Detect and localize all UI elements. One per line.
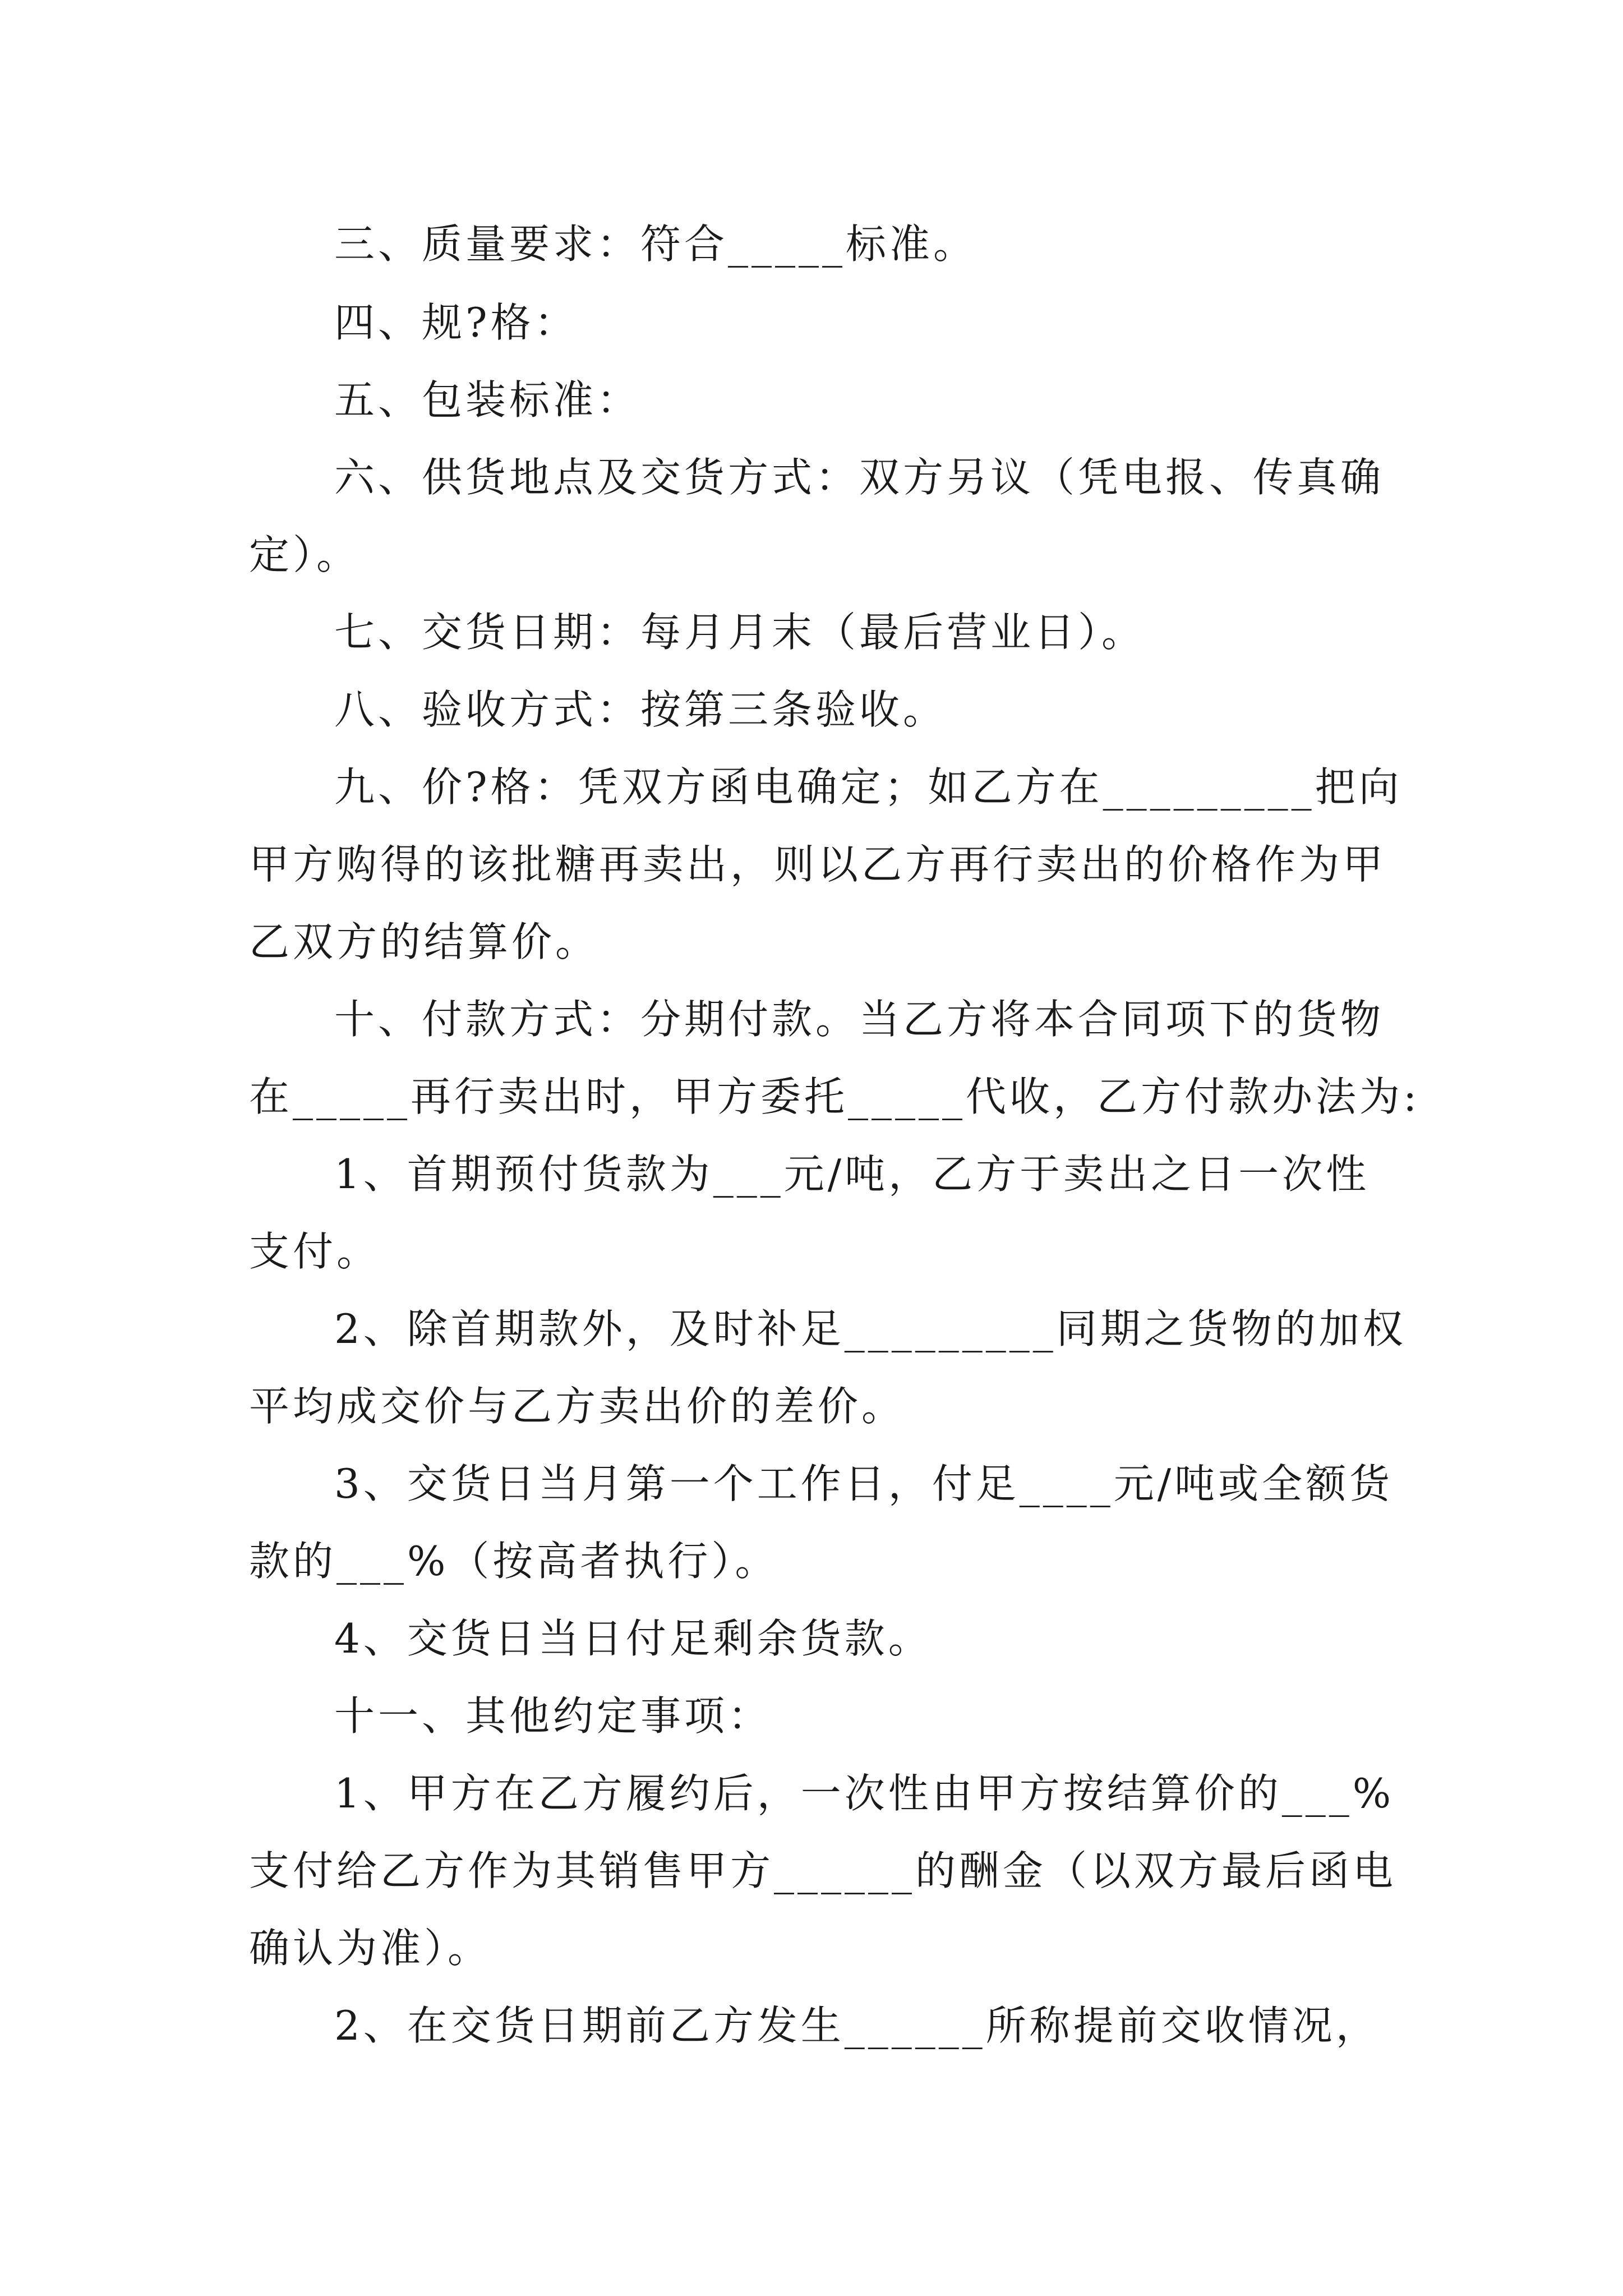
clause-9-price-cont-2: 乙双方的结算价。 [249,918,600,965]
clause-4-spec: 四、规?格： [334,299,578,346]
clause-7-date: 七、交货日期：每月月末（最后营业日）。 [334,609,1146,656]
clause-9-price: 九、价?格：凭双方函电确定；如乙方在_________把向 [334,763,1403,811]
payment-item-2-cont: 平均成交价与乙方卖出价的差价。 [249,1383,906,1430]
payment-item-3: 3、交货日当月第一个工作日，付足____元/吨或全额货 [334,1460,1394,1507]
payment-item-1-cont: 支付。 [249,1228,381,1275]
clause-3-quality: 三、质量要求：符合_____标准。 [334,220,978,268]
other-item-1: 1、甲方在乙方履约后，一次性由甲方按结算价的___% [334,1770,1395,1817]
payment-item-3-cont: 款的___%（按高者执行）。 [249,1538,779,1585]
clause-6-delivery: 六、供货地点及交货方式：双方另议（凭电报、传真确 [334,454,1385,501]
clause-11-other: 十一、其他约定事项： [334,1692,772,1740]
payment-item-2: 2、除首期款外，及时补足_________同期之货物的加权 [334,1305,1407,1352]
other-item-2: 2、在交货日期前乙方发生______所称提前交收情况， [334,2002,1380,2049]
clause-6-delivery-cont: 定）。 [249,531,361,578]
clause-8-acceptance: 八、验收方式：按第三条验收。 [334,686,947,733]
clause-10-payment: 十、付款方式：分期付款。当乙方将本合同项下的货物 [334,996,1385,1043]
payment-item-4: 4、交货日当日付足剩余货款。 [334,1615,932,1662]
clause-5-packaging: 五、包装标准： [334,376,641,424]
other-item-1-cont-1: 支付给乙方作为其销售甲方______的酬金（以双方最后函电 [249,1847,1397,1894]
clause-10-payment-cont: 在_____再行卖出时，甲方委托_____代收，乙方付款办法为: [249,1073,1421,1120]
clause-9-price-cont-1: 甲方购得的该批糖再卖出，则以乙方再行卖出的价格作为甲 [249,841,1387,888]
other-item-1-cont-2: 确认为准）。 [249,1925,492,1972]
payment-item-1: 1、首期预付货款为___元/吨，乙方于卖出之日一次性 [334,1151,1370,1198]
